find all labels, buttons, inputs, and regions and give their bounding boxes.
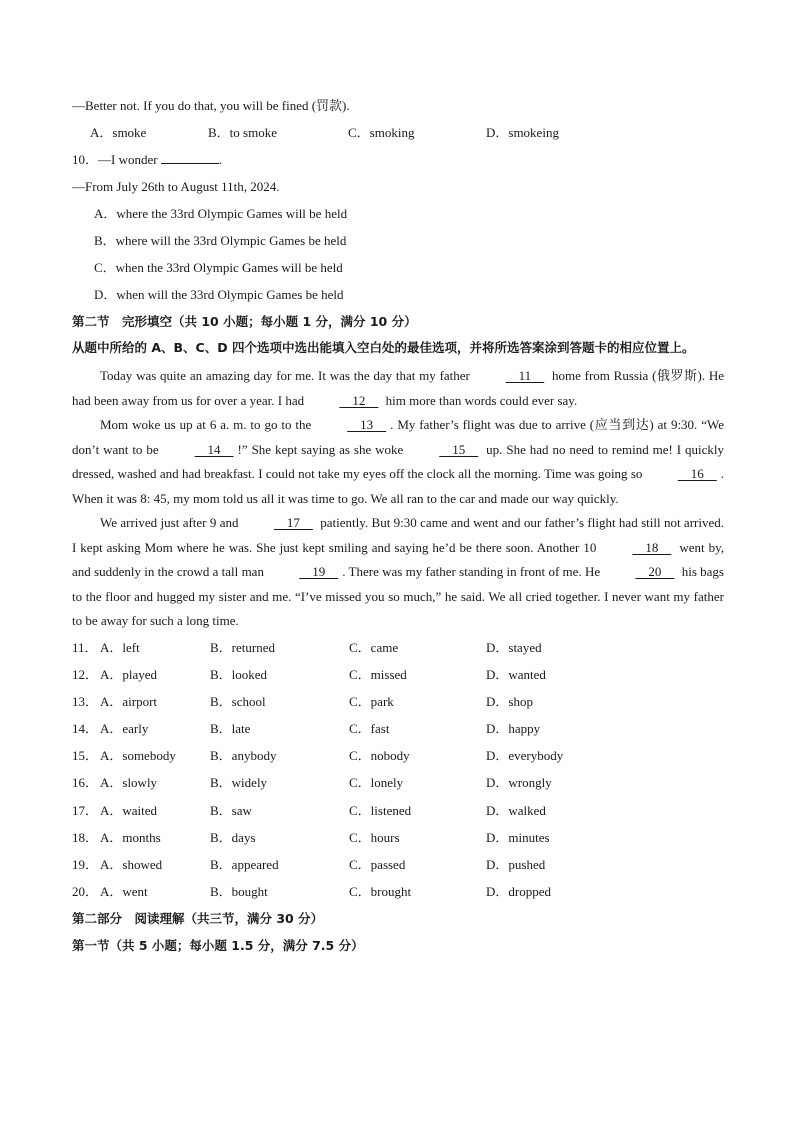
option-b: B．late: [210, 721, 251, 737]
question-number: 19．: [72, 857, 99, 872]
blank-11: 11: [505, 368, 545, 383]
option-c: C．came: [349, 639, 399, 655]
answer-row: [72, 661, 724, 688]
question-number: 17．: [72, 802, 99, 818]
answer-row: [72, 769, 724, 796]
q10-stem-prefix: 10．—I wonder: [72, 152, 158, 167]
option-a: A．slowly: [100, 775, 158, 791]
q9-option-a: A．smoke: [90, 125, 147, 140]
answer-row: [72, 824, 724, 851]
option-a: A．months: [100, 829, 161, 845]
option-b: B．anybody: [210, 748, 277, 764]
answer-options-list: [72, 634, 724, 906]
q9-option-b: B．to smoke: [208, 125, 277, 140]
q10-option-b: B．where will the 33rd Olympic Games be held: [94, 233, 347, 248]
option-d: D．everybody: [486, 748, 564, 764]
question-number: 18．: [72, 829, 99, 845]
blank-18: 18: [632, 539, 672, 555]
option-c: C．passed: [349, 857, 406, 872]
option-c: C．hours: [349, 829, 400, 845]
blank-17: 17: [273, 515, 313, 530]
answer-row: [72, 851, 724, 878]
answer-row: [72, 715, 724, 742]
question-number: 14．: [72, 721, 99, 737]
option-d: D．wrongly: [486, 775, 552, 791]
passage-text: him more than words could ever say.: [382, 392, 578, 408]
option-a: A．waited: [100, 802, 158, 818]
option-c: C．missed: [349, 666, 407, 682]
option-c: C．nobody: [349, 748, 410, 764]
q10-stem: [72, 146, 724, 173]
option-a: A．left: [100, 639, 140, 655]
option-a: A．airport: [100, 693, 158, 709]
q10-option-d: D．when will the 33rd Olympic Games be held: [94, 287, 344, 302]
option-a: A．played: [100, 666, 158, 682]
answer-row: [72, 634, 724, 661]
passage-text: . There was my father standing in front of me. He: [342, 564, 604, 579]
passage-paragraph-3: [72, 511, 724, 634]
option-d: D．wanted: [486, 666, 546, 682]
passage-text: Today was quite an amazing day for me. It was the day that my father: [100, 368, 474, 383]
option-b: B．appeared: [210, 857, 279, 872]
answer-row: [72, 878, 724, 905]
exam-page: [72, 92, 724, 959]
passage-text: patiently. But 9:30 came and went and our father’s flight had still not arrived. I kept asking Mom where he was. She just kept smiling and saying he’d be there soon. Another 10: [72, 515, 724, 555]
option-c: C．listened: [349, 802, 412, 818]
question-number: 13．: [72, 693, 99, 709]
passage-paragraph-2: [72, 413, 724, 511]
option-c: C．park: [349, 693, 394, 709]
part2-section1-title: 第一节（共 5 小题；每小题 1.5 分，满分 7.5 分）: [72, 938, 364, 954]
passage-text: home from Russia (俄罗斯). He had been away from us for over a year. I had: [72, 368, 725, 408]
q9-reply: —Better not. If you do that, you will be fined (罚款).: [72, 98, 350, 113]
option-b: B．school: [210, 693, 266, 709]
section2-instruction: 从题中所给的 A、B、C、D 四个选项中选出能填入空白处的最佳选项，并将所选答案涂到答题卡的相应位置上。: [72, 340, 695, 355]
passage-paragraph-1: [72, 364, 724, 413]
passage-text: We arrived just after 9 and: [100, 515, 242, 530]
q10-option-a: A．where the 33rd Olympic Games will be held: [94, 206, 348, 221]
q9-option-d: D．smokeing: [486, 125, 559, 140]
passage-text: . When it was 8: 45, my mom told us all it was time to go. We all ran to the car and made our way quickly.: [72, 466, 724, 506]
option-b: B．looked: [210, 666, 268, 682]
option-b: B．bought: [210, 884, 268, 900]
option-a: A．early: [100, 721, 149, 737]
passage-text: up. She had no need to remind me! I quickly dressed, washed and had breakfast. I could not take my eyes off the clock all the morning. Time was going so: [72, 441, 724, 481]
option-b: B．saw: [210, 802, 252, 818]
option-b: B．widely: [210, 775, 268, 791]
blank-20: 20: [635, 564, 675, 579]
part2-title: 第二部分 阅读理解（共三节，满分 30 分）: [72, 911, 324, 927]
passage-text: . My father’s flight was due to arrive (应当到达) at 9:30. “We don’t want to be: [72, 417, 724, 457]
question-number: 20．: [72, 884, 99, 900]
option-d: D．minutes: [486, 829, 550, 845]
blank-19: 19: [299, 564, 339, 579]
option-a: A．somebody: [100, 748, 176, 764]
option-d: D．stayed: [486, 639, 542, 655]
q9-option-c: C．smoking: [348, 125, 415, 140]
option-c: C．fast: [349, 721, 390, 737]
blank-15: 15: [439, 441, 479, 457]
option-c: C．brought: [349, 884, 412, 900]
q10-option-c: C．when the 33rd Olympic Games will be held: [94, 260, 343, 275]
option-a: A．showed: [100, 857, 163, 872]
option-d: D．walked: [486, 802, 546, 818]
option-c: C．lonely: [349, 775, 404, 791]
blank-12: 12: [339, 392, 379, 408]
blank-14: 14: [194, 441, 234, 457]
section2-title: 第二节 完形填空（共 10 小题；每小题 1 分，满分 10 分）: [72, 314, 417, 329]
passage-text: his bags to the floor and hugged my sister and me. “I’ve missed you so much,” he said. We all cried together. I never want my father to be away for such a long time.: [72, 564, 724, 628]
passage-text: !” She kept saying as she woke: [237, 441, 408, 457]
passage-text: went by, and suddenly in the crowd a tall man: [72, 539, 724, 579]
question-number: 12．: [72, 666, 99, 682]
q10-reply: —From July 26th to August 11th, 2024.: [72, 179, 280, 194]
answer-row: [72, 688, 724, 715]
option-b: B．returned: [210, 639, 275, 655]
answer-row: [72, 742, 724, 769]
q10-answer-blank: [161, 151, 219, 164]
option-d: D．happy: [486, 721, 541, 737]
option-b: B．days: [210, 829, 256, 845]
q10-stem-suffix: .: [218, 152, 223, 167]
question-number: 16．: [72, 775, 99, 791]
question-number: 11．: [72, 639, 98, 655]
option-d: D．pushed: [486, 857, 546, 872]
q9-options: [72, 119, 724, 146]
blank-16: 16: [677, 466, 717, 481]
option-d: D．dropped: [486, 884, 551, 900]
passage-text: Mom woke us up at 6 a. m. to go to the: [100, 417, 316, 432]
answer-row: [72, 797, 724, 824]
question-number: 15．: [72, 748, 99, 764]
blank-13: 13: [347, 417, 387, 432]
option-a: A．went: [100, 884, 148, 900]
option-d: D．shop: [486, 693, 533, 709]
